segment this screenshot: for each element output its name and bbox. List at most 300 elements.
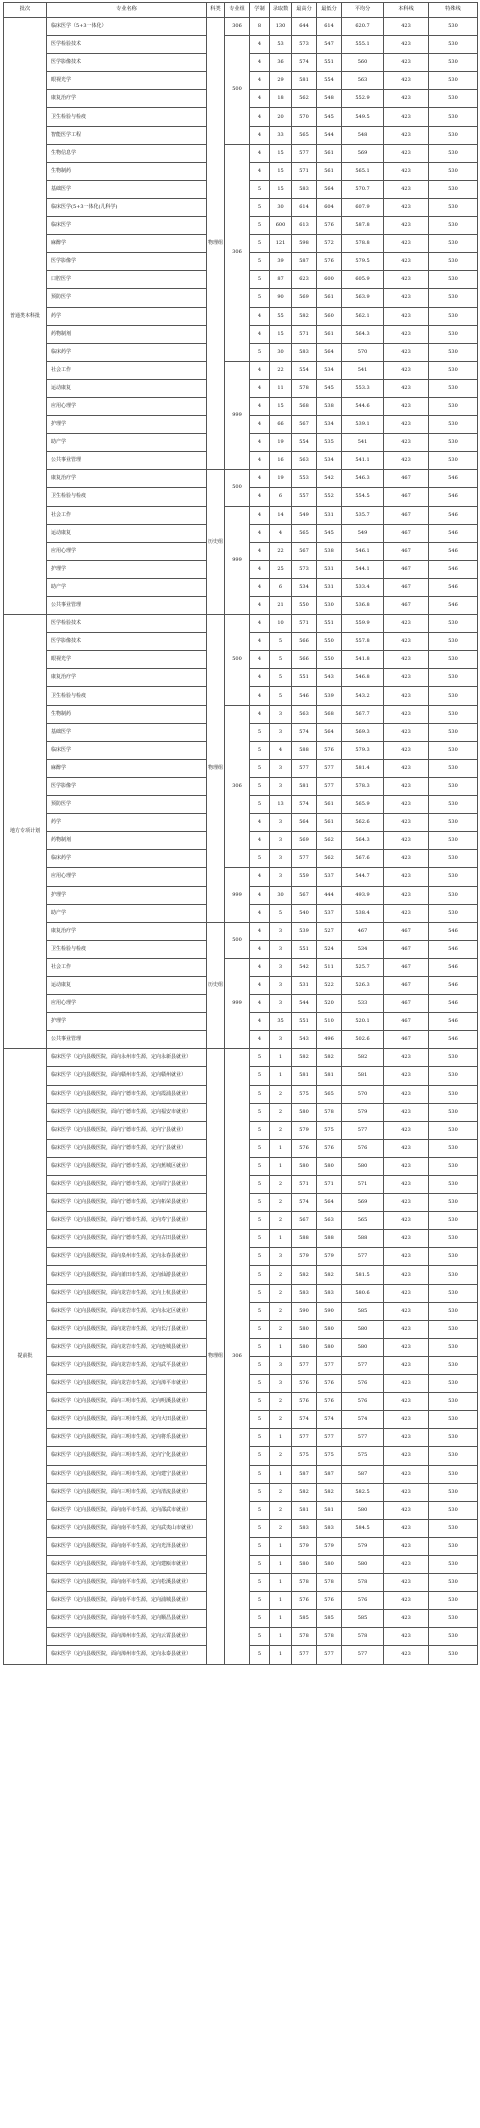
cell-major: 基础医学 xyxy=(47,723,207,741)
cell-min: 531 xyxy=(317,578,342,596)
cell-avg: 562.1 xyxy=(342,307,384,325)
cell-avg: 546.8 xyxy=(342,669,384,687)
cell-line: 467 xyxy=(384,470,429,488)
cell-years: 5 xyxy=(250,1610,270,1628)
cell-min: 580 xyxy=(317,1555,342,1573)
table-row xyxy=(4,922,478,940)
cell-avg: 565 xyxy=(342,1212,384,1230)
cell-max: 578 xyxy=(292,1574,317,1592)
cell-batch: 提前批 xyxy=(4,1049,47,1664)
cell-years: 4 xyxy=(250,126,270,144)
cell-max: 557 xyxy=(292,488,317,506)
cell-min: 582 xyxy=(317,1266,342,1284)
cell-avg: 567.6 xyxy=(342,850,384,868)
cell-min: 534 xyxy=(317,416,342,434)
cell-admitted: 1 xyxy=(270,1646,292,1664)
cell-max: 575 xyxy=(292,1447,317,1465)
cell-years: 5 xyxy=(250,217,270,235)
cell-avg: 585 xyxy=(342,1610,384,1628)
cell-years: 4 xyxy=(250,452,270,470)
cell-major: 临床医学 xyxy=(47,217,207,235)
cell-admitted: 87 xyxy=(270,271,292,289)
cell-max: 580 xyxy=(292,1338,317,1356)
cell-line: 423 xyxy=(384,796,429,814)
cell-max: 577 xyxy=(292,759,317,777)
cell-avg: 580 xyxy=(342,1320,384,1338)
cell-line: 423 xyxy=(384,615,429,633)
cell-special: 530 xyxy=(429,1176,478,1194)
cell-min: 576 xyxy=(317,1139,342,1157)
cell-admitted: 3 xyxy=(270,1375,292,1393)
cell-special: 530 xyxy=(429,180,478,198)
cell-years: 5 xyxy=(250,1519,270,1537)
cell-admitted: 36 xyxy=(270,54,292,72)
cell-max: 563 xyxy=(292,452,317,470)
cell-special: 530 xyxy=(429,1212,478,1230)
cell-line: 423 xyxy=(384,1447,429,1465)
cell-years: 4 xyxy=(250,633,270,651)
cell-line: 423 xyxy=(384,1248,429,1266)
cell-min: 562 xyxy=(317,850,342,868)
cell-min: 520 xyxy=(317,995,342,1013)
cell-max: 582 xyxy=(292,1266,317,1284)
cell-avg: 534 xyxy=(342,940,384,958)
cell-min: 577 xyxy=(317,777,342,795)
cell-max: 575 xyxy=(292,1085,317,1103)
cell-avg: 576 xyxy=(342,1139,384,1157)
cell-major: 社会工作 xyxy=(47,506,207,524)
cell-admitted: 13 xyxy=(270,796,292,814)
cell-max: 577 xyxy=(292,850,317,868)
table-row xyxy=(4,361,478,379)
cell-min: 545 xyxy=(317,524,342,542)
cell-min: 444 xyxy=(317,886,342,904)
cell-special: 530 xyxy=(429,235,478,253)
cell-line: 423 xyxy=(384,452,429,470)
cell-years: 4 xyxy=(250,379,270,397)
cell-max: 577 xyxy=(292,1429,317,1447)
cell-line: 467 xyxy=(384,1013,429,1031)
cell-group: 500 xyxy=(225,922,250,958)
table-body xyxy=(4,18,478,1665)
cell-line: 423 xyxy=(384,669,429,687)
cell-years: 5 xyxy=(250,1465,270,1483)
cell-special: 530 xyxy=(429,217,478,235)
cell-major: 口腔医学 xyxy=(47,271,207,289)
cell-admitted: 15 xyxy=(270,144,292,162)
cell-min: 561 xyxy=(317,796,342,814)
cell-avg: 578.3 xyxy=(342,777,384,795)
cell-major: 临床医学（定向县级医院，面向南平市生源，定向邵武市就业） xyxy=(47,1501,207,1519)
cell-min: 614 xyxy=(317,18,342,36)
cell-line: 423 xyxy=(384,1483,429,1501)
cell-min: 564 xyxy=(317,180,342,198)
cell-avg: 541 xyxy=(342,361,384,379)
cell-major: 卫生检验与检疫 xyxy=(47,687,207,705)
cell-years: 5 xyxy=(250,271,270,289)
cell-max: 551 xyxy=(292,669,317,687)
cell-special: 530 xyxy=(429,397,478,415)
cell-major: 应用心理学 xyxy=(47,868,207,886)
cell-special: 546 xyxy=(429,1013,478,1031)
cell-years: 5 xyxy=(250,1284,270,1302)
cell-admitted: 2 xyxy=(270,1194,292,1212)
cell-avg: 582.5 xyxy=(342,1483,384,1501)
cell-special: 546 xyxy=(429,597,478,615)
cell-years: 4 xyxy=(250,578,270,596)
cell-special: 530 xyxy=(429,90,478,108)
cell-major: 临床医学（定向县级医院，面向宁德市生源，定向宁县就业） xyxy=(47,1139,207,1157)
cell-avg: 546.1 xyxy=(342,542,384,560)
cell-max: 567 xyxy=(292,416,317,434)
cell-avg: 578 xyxy=(342,1574,384,1592)
cell-major: 医学影像学 xyxy=(47,777,207,795)
cell-years: 5 xyxy=(250,1085,270,1103)
cell-years: 5 xyxy=(250,1103,270,1121)
cell-admitted: 30 xyxy=(270,343,292,361)
cell-admitted: 22 xyxy=(270,542,292,560)
cell-years: 4 xyxy=(250,506,270,524)
cell-max: 571 xyxy=(292,1176,317,1194)
cell-min: 564 xyxy=(317,343,342,361)
cell-line: 423 xyxy=(384,90,429,108)
cell-avg: 580.6 xyxy=(342,1284,384,1302)
cell-years: 4 xyxy=(250,434,270,452)
cell-admitted: 21 xyxy=(270,597,292,615)
cell-avg: 607.9 xyxy=(342,198,384,216)
cell-line: 423 xyxy=(384,162,429,180)
cell-major: 公共事业管理 xyxy=(47,452,207,470)
cell-max: 559 xyxy=(292,868,317,886)
cell-special: 546 xyxy=(429,470,478,488)
cell-admitted: 2 xyxy=(270,1284,292,1302)
cell-line: 423 xyxy=(384,1465,429,1483)
cell-line: 423 xyxy=(384,397,429,415)
cell-avg: 579 xyxy=(342,1103,384,1121)
cell-line: 423 xyxy=(384,1646,429,1664)
cell-line: 423 xyxy=(384,741,429,759)
cell-years: 5 xyxy=(250,1302,270,1320)
cell-major: 临床医学(5+3一体化(儿科学) xyxy=(47,198,207,216)
cell-line: 423 xyxy=(384,633,429,651)
cell-line: 423 xyxy=(384,307,429,325)
cell-avg: 541.1 xyxy=(342,452,384,470)
cell-admitted: 2 xyxy=(270,1266,292,1284)
cell-line: 423 xyxy=(384,361,429,379)
cell-special: 530 xyxy=(429,1266,478,1284)
cell-special: 530 xyxy=(429,1574,478,1592)
cell-min: 604 xyxy=(317,198,342,216)
cell-major: 临床医学（定向县级医院，面向南平市生源，定向浦城县就业） xyxy=(47,1592,207,1610)
cell-years: 5 xyxy=(250,1049,270,1067)
table-row xyxy=(4,1049,478,1067)
cell-max: 580 xyxy=(292,1103,317,1121)
cell-line: 467 xyxy=(384,958,429,976)
cell-max: 539 xyxy=(292,922,317,940)
cell-major: 临床医学（定向县级医院，面向宁德市生源，定向宁县就业） xyxy=(47,1121,207,1139)
cell-max: 531 xyxy=(292,976,317,994)
cell-max: 644 xyxy=(292,18,317,36)
cell-max: 573 xyxy=(292,560,317,578)
cell-line: 423 xyxy=(384,343,429,361)
cell-years: 4 xyxy=(250,416,270,434)
cell-major: 临床医学（定向县级医院，面向宁德市生源，定向寿宁县就业） xyxy=(47,1212,207,1230)
cell-line: 423 xyxy=(384,434,429,452)
cell-years: 4 xyxy=(250,868,270,886)
cell-max: 581 xyxy=(292,1067,317,1085)
cell-line: 423 xyxy=(384,868,429,886)
cell-line: 423 xyxy=(384,1519,429,1537)
cell-min: 577 xyxy=(317,1429,342,1447)
cell-admitted: 2 xyxy=(270,1302,292,1320)
cell-avg: 581 xyxy=(342,1067,384,1085)
cell-major: 临床医学（定向县级医院，面向龙岩市生源，定向武平县就业） xyxy=(47,1356,207,1374)
cell-avg: 574 xyxy=(342,1411,384,1429)
cell-admitted: 2 xyxy=(270,1103,292,1121)
cell-years: 4 xyxy=(250,1031,270,1049)
cell-admitted: 121 xyxy=(270,235,292,253)
cell-max: 544 xyxy=(292,995,317,1013)
cell-years: 4 xyxy=(250,162,270,180)
cell-min: 579 xyxy=(317,1537,342,1555)
cell-group: 306 xyxy=(225,705,250,868)
cell-line: 467 xyxy=(384,995,429,1013)
cell-avg: 570 xyxy=(342,343,384,361)
cell-admitted: 1 xyxy=(270,1610,292,1628)
cell-years: 4 xyxy=(250,488,270,506)
cell-admitted: 1 xyxy=(270,1139,292,1157)
cell-special: 530 xyxy=(429,198,478,216)
header-admitted: 录取数 xyxy=(270,3,292,18)
cell-min: 580 xyxy=(317,1338,342,1356)
cell-line: 423 xyxy=(384,416,429,434)
cell-years: 5 xyxy=(250,1157,270,1175)
cell-min: 574 xyxy=(317,1411,342,1429)
cell-min: 576 xyxy=(317,741,342,759)
cell-avg: 554.5 xyxy=(342,488,384,506)
header-max: 最高分 xyxy=(292,3,317,18)
cell-special: 546 xyxy=(429,958,478,976)
cell-special: 530 xyxy=(429,1139,478,1157)
cell-line: 423 xyxy=(384,271,429,289)
cell-admitted: 53 xyxy=(270,36,292,54)
cell-special: 530 xyxy=(429,669,478,687)
cell-admitted: 5 xyxy=(270,904,292,922)
cell-special: 530 xyxy=(429,687,478,705)
table-row xyxy=(4,470,478,488)
cell-group: 500 xyxy=(225,615,250,705)
cell-line: 423 xyxy=(384,1537,429,1555)
cell-years: 5 xyxy=(250,1230,270,1248)
cell-major: 临床药学 xyxy=(47,343,207,361)
cell-years: 4 xyxy=(250,307,270,325)
cell-avg: 546.3 xyxy=(342,470,384,488)
cell-special: 530 xyxy=(429,796,478,814)
cell-years: 5 xyxy=(250,198,270,216)
header-track: 科类 xyxy=(207,3,225,18)
cell-line: 423 xyxy=(384,1266,429,1284)
cell-avg: 570 xyxy=(342,1085,384,1103)
cell-max: 571 xyxy=(292,162,317,180)
cell-major: 眼视光学 xyxy=(47,72,207,90)
cell-major: 预防医学 xyxy=(47,289,207,307)
cell-min: 590 xyxy=(317,1302,342,1320)
cell-line: 423 xyxy=(384,1176,429,1194)
cell-avg: 575 xyxy=(342,1447,384,1465)
cell-min: 576 xyxy=(317,253,342,271)
cell-min: 580 xyxy=(317,1320,342,1338)
header-batch: 批次 xyxy=(4,3,47,18)
cell-admitted: 2 xyxy=(270,1212,292,1230)
cell-admitted: 1 xyxy=(270,1338,292,1356)
cell-avg: 533.4 xyxy=(342,578,384,596)
cell-avg: 564.3 xyxy=(342,325,384,343)
cell-group: 999 xyxy=(225,958,250,1048)
cell-line: 423 xyxy=(384,54,429,72)
cell-major: 药物制剂 xyxy=(47,832,207,850)
cell-admitted: 33 xyxy=(270,126,292,144)
cell-special: 530 xyxy=(429,1501,478,1519)
cell-admitted: 35 xyxy=(270,1013,292,1031)
cell-years: 5 xyxy=(250,1646,270,1664)
cell-line: 423 xyxy=(384,1067,429,1085)
cell-admitted: 55 xyxy=(270,307,292,325)
cell-major: 医学影像技术 xyxy=(47,54,207,72)
cell-admitted: 3 xyxy=(270,1031,292,1049)
cell-years: 4 xyxy=(250,597,270,615)
cell-avg: 577 xyxy=(342,1646,384,1664)
cell-min: 579 xyxy=(317,1248,342,1266)
cell-special: 530 xyxy=(429,1555,478,1573)
cell-years: 5 xyxy=(250,1393,270,1411)
cell-min: 550 xyxy=(317,651,342,669)
cell-years: 4 xyxy=(250,958,270,976)
cell-major: 基础医学 xyxy=(47,180,207,198)
cell-max: 578 xyxy=(292,1628,317,1646)
cell-special: 530 xyxy=(429,1103,478,1121)
cell-line: 423 xyxy=(384,1574,429,1592)
cell-major: 药学 xyxy=(47,307,207,325)
cell-years: 5 xyxy=(250,1356,270,1374)
cell-major: 药学 xyxy=(47,814,207,832)
cell-major: 卫生检验与检疫 xyxy=(47,488,207,506)
cell-years: 4 xyxy=(250,36,270,54)
cell-max: 554 xyxy=(292,434,317,452)
cell-major: 医学检验技术 xyxy=(47,36,207,54)
cell-min: 562 xyxy=(317,832,342,850)
cell-admitted: 1 xyxy=(270,1465,292,1483)
cell-years: 5 xyxy=(250,777,270,795)
cell-avg: 576 xyxy=(342,1393,384,1411)
cell-line: 423 xyxy=(384,1157,429,1175)
cell-max: 567 xyxy=(292,886,317,904)
cell-special: 530 xyxy=(429,1628,478,1646)
cell-major: 助产学 xyxy=(47,434,207,452)
cell-max: 540 xyxy=(292,904,317,922)
cell-special: 530 xyxy=(429,1465,478,1483)
cell-max: 543 xyxy=(292,1031,317,1049)
cell-line: 423 xyxy=(384,108,429,126)
cell-min: 600 xyxy=(317,271,342,289)
cell-years: 5 xyxy=(250,1067,270,1085)
cell-line: 423 xyxy=(384,1338,429,1356)
cell-max: 551 xyxy=(292,1013,317,1031)
cell-line: 467 xyxy=(384,1031,429,1049)
cell-major: 卫生检验与检疫 xyxy=(47,940,207,958)
cell-avg: 541 xyxy=(342,434,384,452)
cell-years: 4 xyxy=(250,325,270,343)
cell-admitted: 15 xyxy=(270,180,292,198)
cell-min: 583 xyxy=(317,1519,342,1537)
cell-max: 583 xyxy=(292,343,317,361)
header-line: 本科线 xyxy=(384,3,429,18)
cell-max: 579 xyxy=(292,1537,317,1555)
cell-avg: 552.9 xyxy=(342,90,384,108)
cell-admitted: 3 xyxy=(270,723,292,741)
cell-avg: 520.1 xyxy=(342,1013,384,1031)
cell-admitted: 1 xyxy=(270,1157,292,1175)
cell-admitted: 6 xyxy=(270,578,292,596)
cell-min: 577 xyxy=(317,759,342,777)
cell-line: 423 xyxy=(384,379,429,397)
cell-admitted: 39 xyxy=(270,253,292,271)
cell-years: 5 xyxy=(250,1320,270,1338)
cell-max: 569 xyxy=(292,289,317,307)
cell-line: 467 xyxy=(384,488,429,506)
cell-avg: 582 xyxy=(342,1049,384,1067)
cell-min: 587 xyxy=(317,1465,342,1483)
cell-major: 眼视光学 xyxy=(47,651,207,669)
cell-min: 531 xyxy=(317,560,342,578)
cell-min: 576 xyxy=(317,1592,342,1610)
cell-major: 临床医学（定向县级医院，面向龙岩市生源，定向连城县就业） xyxy=(47,1338,207,1356)
cell-line: 423 xyxy=(384,1139,429,1157)
cell-max: 549 xyxy=(292,506,317,524)
cell-min: 578 xyxy=(317,1103,342,1121)
cell-max: 587 xyxy=(292,1465,317,1483)
cell-years: 5 xyxy=(250,1139,270,1157)
cell-min: 537 xyxy=(317,868,342,886)
cell-major: 助产学 xyxy=(47,904,207,922)
cell-min: 575 xyxy=(317,1121,342,1139)
cell-min: 524 xyxy=(317,940,342,958)
cell-line: 423 xyxy=(384,1592,429,1610)
cell-admitted: 1 xyxy=(270,1067,292,1085)
cell-major: 公共事业管理 xyxy=(47,597,207,615)
cell-avg: 544.6 xyxy=(342,397,384,415)
cell-years: 5 xyxy=(250,1628,270,1646)
cell-avg: 567.7 xyxy=(342,705,384,723)
cell-special: 530 xyxy=(429,886,478,904)
cell-major: 临床医学（5+3一体化） xyxy=(47,18,207,36)
cell-admitted: 3 xyxy=(270,940,292,958)
cell-special: 546 xyxy=(429,560,478,578)
cell-admitted: 1 xyxy=(270,1574,292,1592)
cell-special: 530 xyxy=(429,1375,478,1393)
cell-special: 546 xyxy=(429,995,478,1013)
cell-max: 590 xyxy=(292,1302,317,1320)
cell-admitted: 15 xyxy=(270,162,292,180)
cell-major: 临床医学 xyxy=(47,741,207,759)
cell-admitted: 130 xyxy=(270,18,292,36)
cell-min: 581 xyxy=(317,1067,342,1085)
cell-group: 306 xyxy=(225,18,250,36)
cell-min: 545 xyxy=(317,379,342,397)
cell-years: 5 xyxy=(250,741,270,759)
cell-admitted: 1 xyxy=(270,1555,292,1573)
cell-max: 542 xyxy=(292,958,317,976)
cell-years: 5 xyxy=(250,1375,270,1393)
